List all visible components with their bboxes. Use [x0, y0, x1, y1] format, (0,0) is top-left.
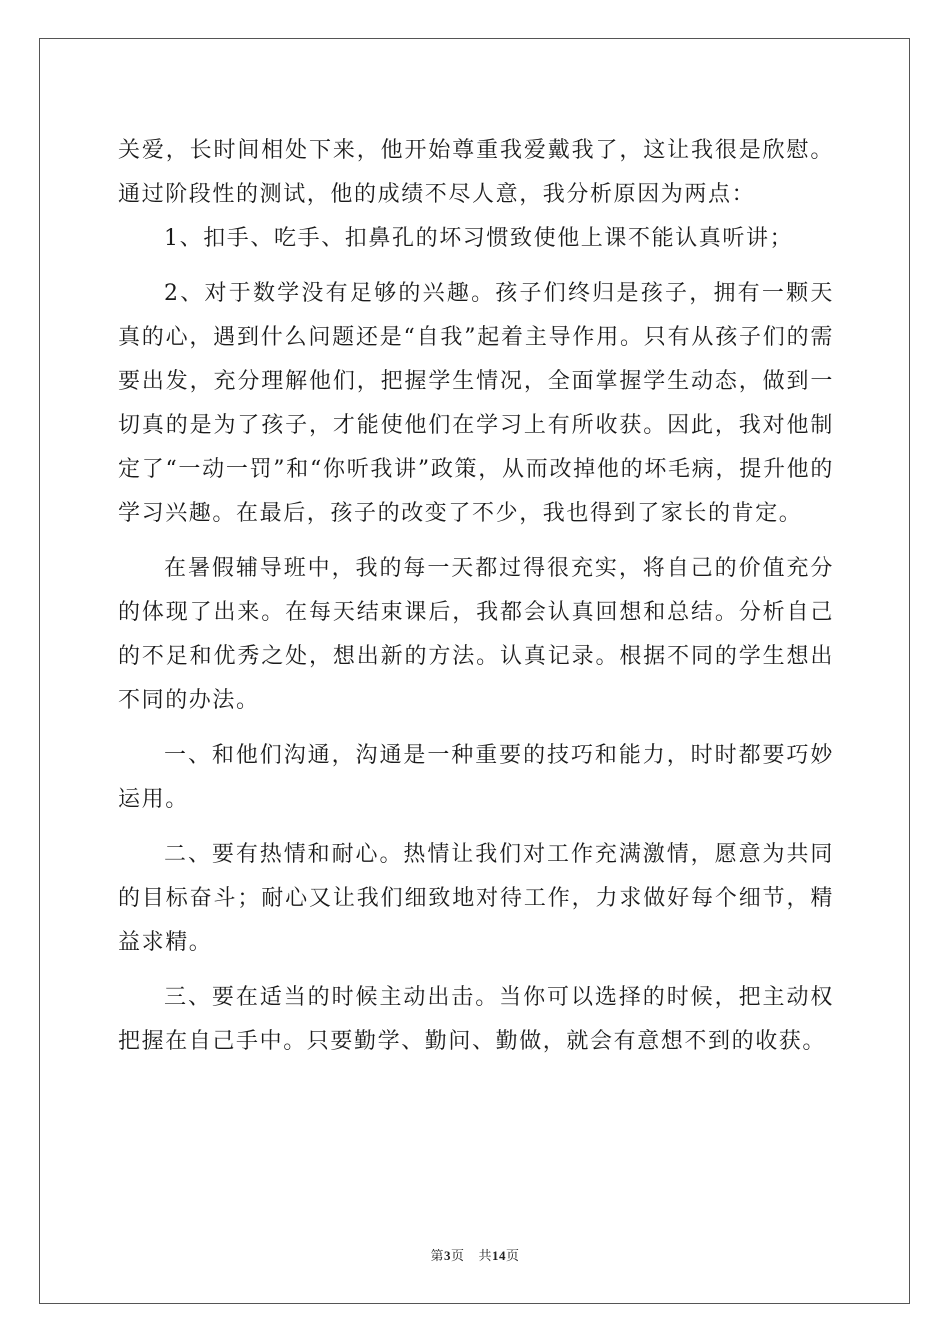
paragraph-3: 2、对于数学没有足够的兴趣。孩子们终归是孩子，拥有一颗天真的心，遇到什么问题还是“自我”起着主导作用。只有从孩子们的需要出发，充分理解他们，把握学生情况，全面掌握学生动态，做到一切真的是为了孩子，才能使他们在学习上有所收获。因此，我对他制定了“一动一罚”和“你听我讲”政策，从而改掉他的坏毛病，提升他的学习兴趣。在最后，孩子的改变了不少，我也得到了家长的肯定。	[118, 281, 834, 526]
total-pages: 14	[492, 1248, 507, 1263]
paragraph-4: 在暑假辅导班中，我的每一天都过得很充实，将自己的价值充分的体现了出来。在每天结束课后，我都会认真回想和总结。分析自己的不足和优秀之处，想出新的方法。认真记录。根据不同的学生想出不同的办法。	[118, 556, 834, 713]
page-suffix: 页	[450, 1248, 465, 1263]
paragraph-1: 关爱，长时间相处下来，他开始尊重我爱戴我了，这让我很是欣慰。通过阶段性的测试，他的成绩不尽人意，我分析原因为两点：	[118, 138, 834, 207]
page-footer	[0, 1245, 950, 1264]
paragraph-5: 一、和他们沟通，沟通是一种重要的技巧和能力，时时都要巧妙运用。	[118, 743, 834, 812]
page-prefix: 第	[430, 1248, 444, 1263]
paragraph-6: 二、要有热情和耐心。热情让我们对工作充满激情，愿意为共同的目标奋斗；耐心又让我们细致地对待工作，力求做好每个细节，精益求精。	[118, 842, 834, 955]
total-suffix: 页	[506, 1248, 520, 1263]
paragraph-7: 三、要在适当的时候主动出击。当你可以选择的时候，把主动权把握在自己手中。只要勤学、勤问、勤做，就会有意想不到的收获。	[118, 985, 834, 1054]
document-body	[118, 129, 834, 1075]
total-prefix: 共	[478, 1248, 493, 1263]
page-number: 3	[443, 1248, 451, 1263]
paragraph-2: 1、扣手、吃手、扣鼻孔的坏习惯致使他上课不能认真听讲；	[164, 226, 794, 251]
